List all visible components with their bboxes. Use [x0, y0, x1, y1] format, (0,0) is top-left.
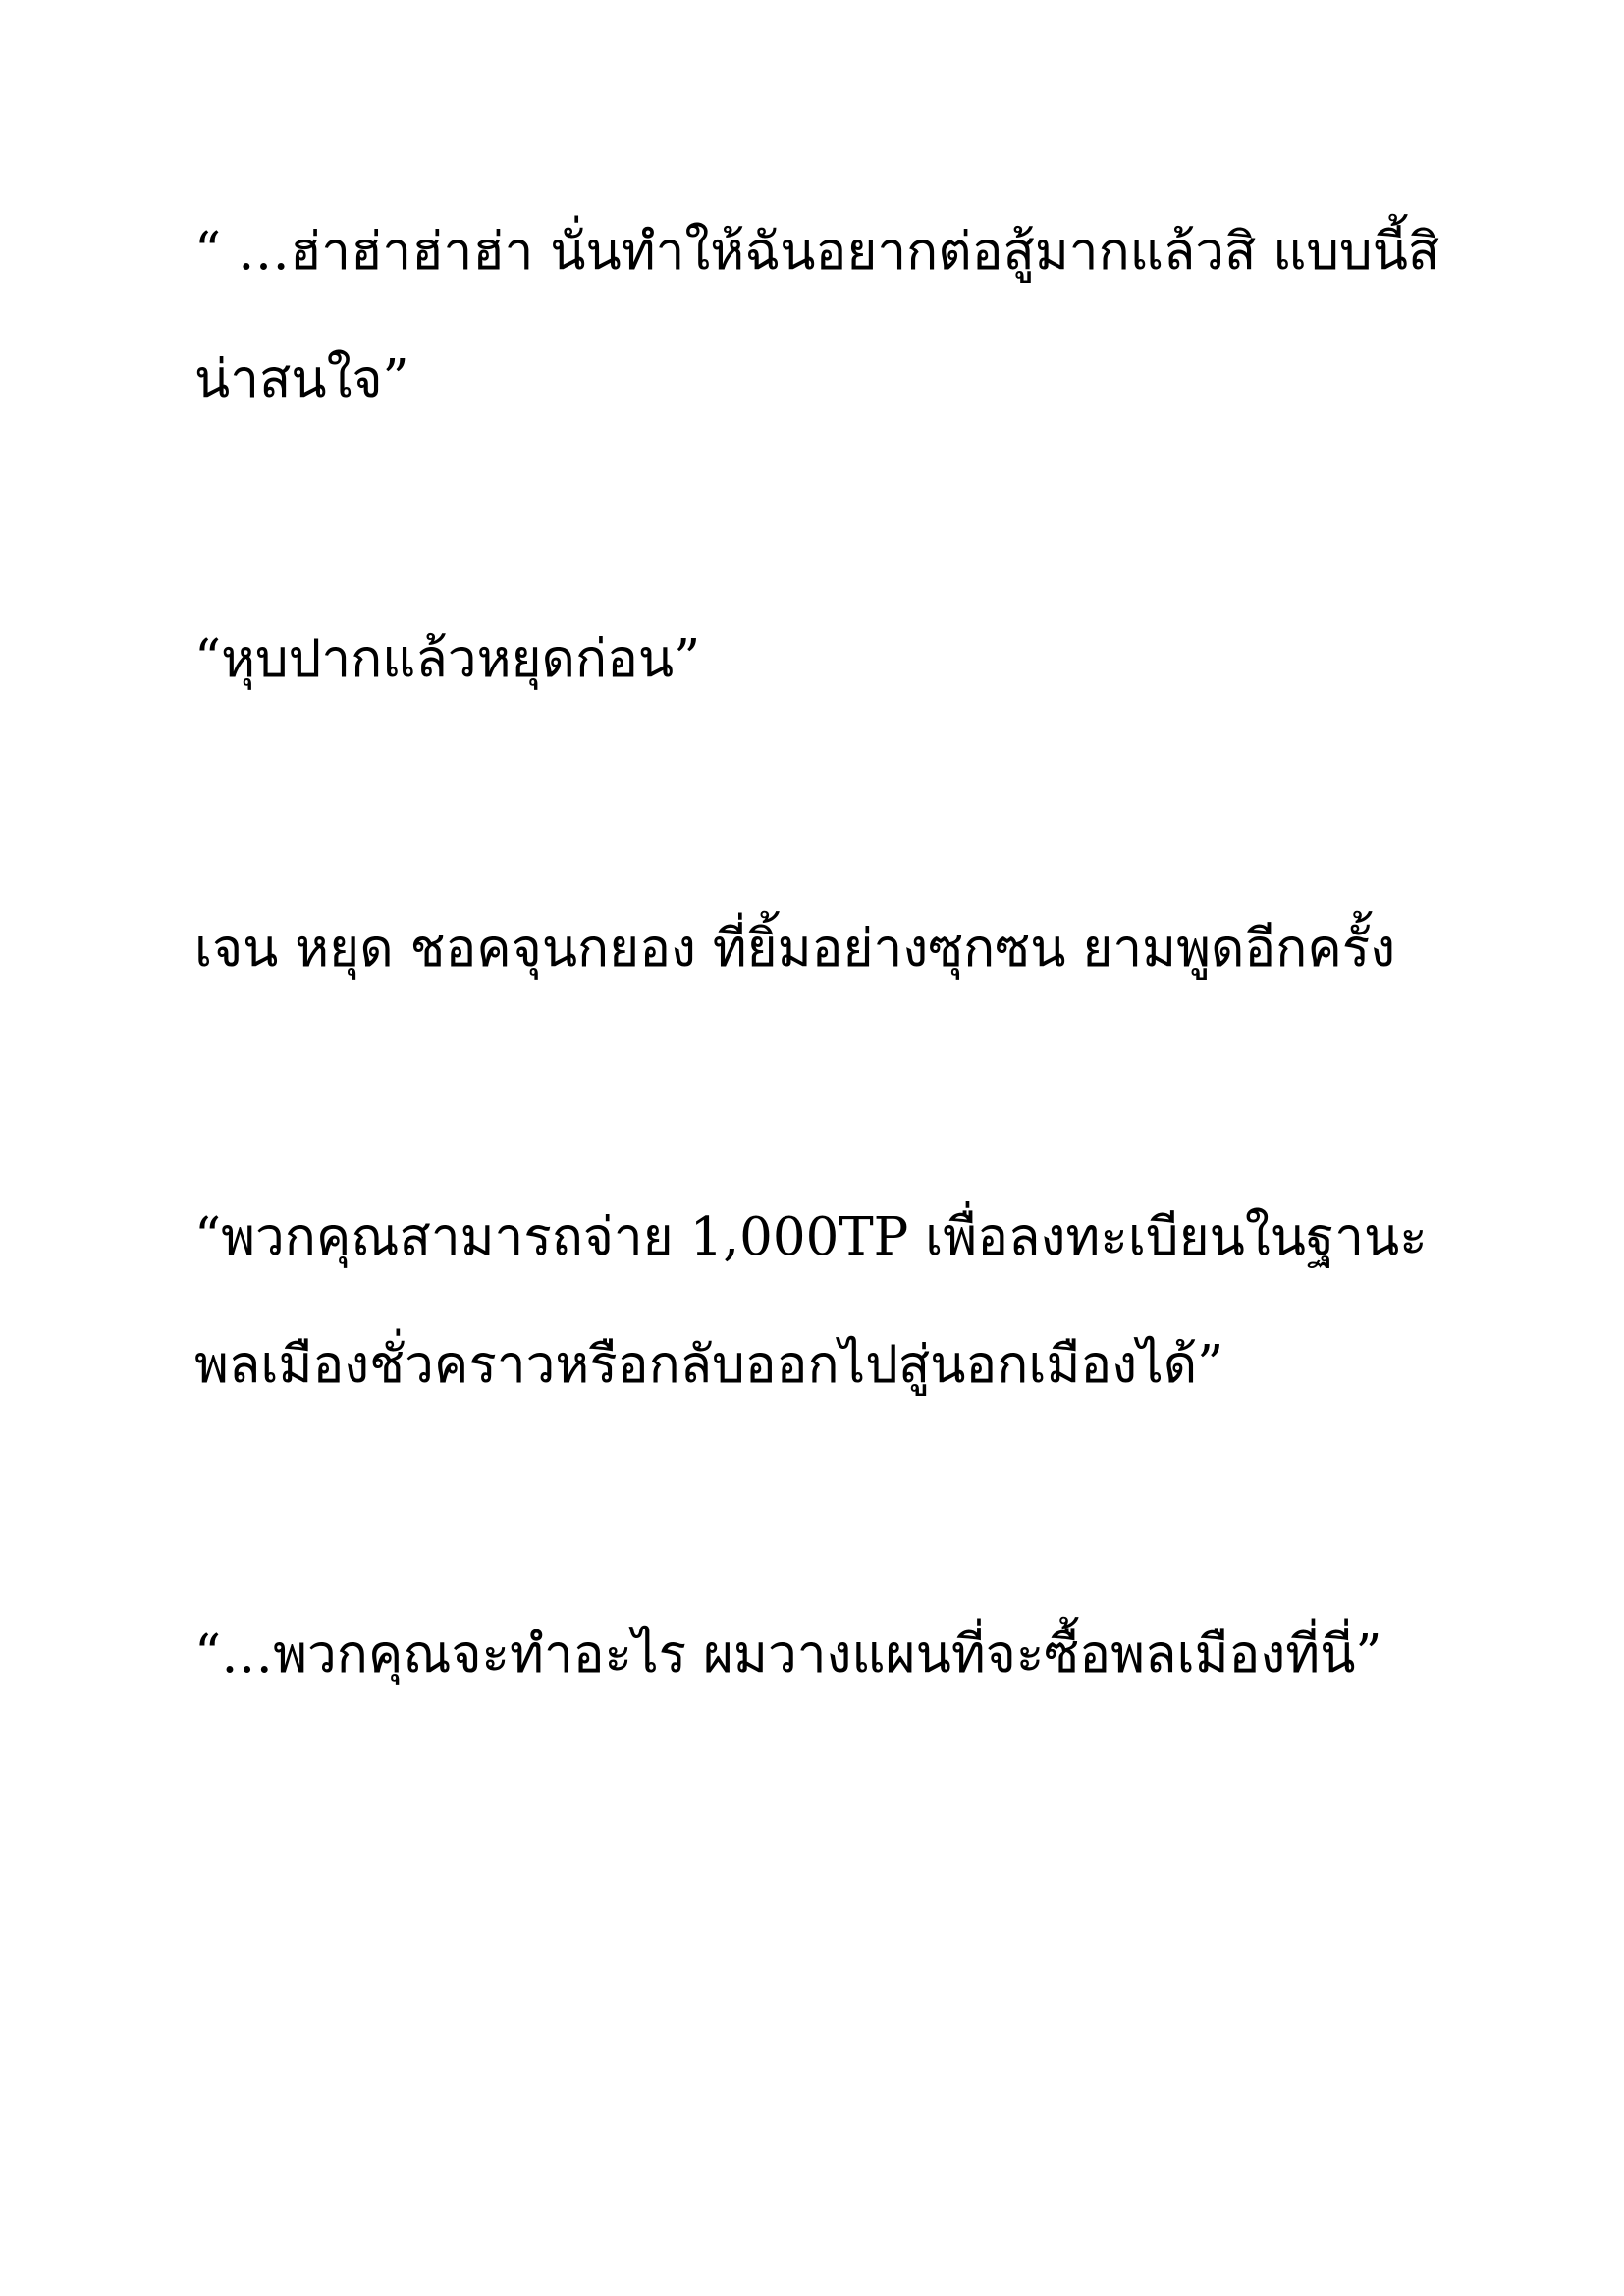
text-line: “ …ฮ่าฮ่าฮ่าฮ่า นั่นทำให้ฉันอยากต่อสู้มากแล้วสิ แบบนี้สิ: [194, 222, 1440, 282]
text-line: พลเมืองชั่วคราวหรือกลับออกไปสู่นอกเมืองได้”: [194, 1335, 1224, 1395]
text-line: “หุบปากแล้วหยุดก่อน”: [194, 629, 701, 689]
text-line: “พวกคุณสามารถจ่าย 1,000TP เพื่อลงทะเบียนในฐานะ: [194, 1207, 1428, 1267]
dialogue-paragraph: [194, 1591, 1441, 1719]
text-line: เจน หยุด ชอคจุนกยอง ที่ยิ้มอย่างซุกซน ยามพูดอีกครั้ง: [194, 919, 1396, 979]
text-line: น่าสนใจ”: [194, 349, 409, 409]
dialogue-paragraph: [194, 1174, 1441, 1429]
dialogue-paragraph: [194, 188, 1441, 444]
narration-paragraph: [194, 885, 1441, 1013]
dialogue-paragraph: [194, 596, 1441, 723]
text-line: “…พวกคุณจะทำอะไร ผมวางแผนที่จะซื้อพลเมืองที่นี่”: [194, 1625, 1382, 1684]
